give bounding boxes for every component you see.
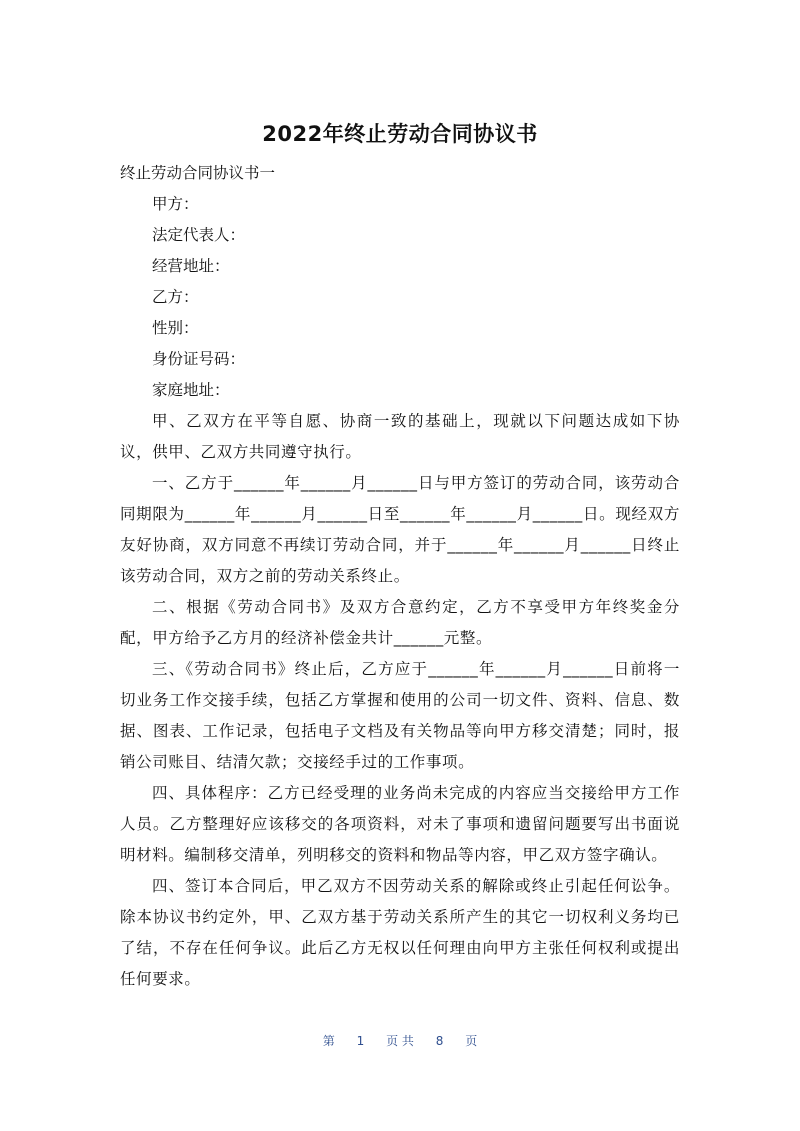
- paragraph-clause-2: 二、根据《劳动合同书》及双方合意约定，乙方不享受甲方年终奖金分配，甲方给予乙方月的经济补偿金共计______元整。: [120, 598, 680, 647]
- field-home-address: 家庭地址：: [152, 381, 230, 399]
- field-id-number: 身份证号码：: [152, 350, 246, 368]
- field-party-b: 乙方：: [152, 288, 199, 306]
- footer-ye-gong: 页 共: [386, 1034, 414, 1048]
- paragraph-clause-4: 四、具体程序：乙方已经受理的业务尚未完成的内容应当交接给甲方工作人员。乙方整理好应该移交的各项资料，对未了事项和遗留问题要写出书面说明材料。编制移交清单，列明移交的资料和物品等内容，甲乙双方签字确认。: [120, 784, 680, 864]
- field-gender: 性别：: [152, 319, 199, 337]
- field-business-address: 经营地址：: [152, 257, 230, 275]
- section-subtitle: 终止劳动合同协议书一: [120, 164, 276, 182]
- field-party-a: 甲方：: [152, 195, 199, 213]
- footer-total-pages: 8: [435, 1034, 444, 1048]
- field-legal-representative: 法定代表人：: [152, 226, 246, 244]
- document-title: 2022年终止劳动合同协议书: [262, 122, 538, 146]
- paragraph-clause-5: 四、签订本合同后，甲乙双方不因劳动关系的解除或终止引起任何讼争。除本协议书约定外，甲、乙双方基于劳动关系所产生的其它一切权利义务均已了结，不存在任何争议。此后乙方无权以任何理由向甲方主张任何权利或提出任何要求。: [120, 877, 680, 988]
- paragraph-clause-1: 一、乙方于______年______月______日与甲方签订的劳动合同，该劳动合同期限为______年______月______日至______年______月______日。现经双方友好协商，双方同意不再续订劳动合同，并于______年______月______日终止该劳动合同，双方之前的劳动关系终止。: [120, 474, 680, 585]
- footer-page-number: 1: [356, 1034, 365, 1048]
- paragraph-clause-3: 三、《劳动合同书》终止后，乙方应于______年______月______日前将一切业务工作交接手续，包括乙方掌握和使用的公司一切文件、资料、信息、数据、图表、工作记录，包括电子文档及有关物品等向甲方移交清楚；同时，报销公司账目、结清欠款；交接经手过的工作事项。: [120, 660, 680, 771]
- footer-ye: 页: [465, 1034, 478, 1048]
- document-body: [120, 158, 680, 995]
- footer-di: 第: [322, 1034, 335, 1048]
- page-footer: [0, 1032, 800, 1049]
- paragraph-intro: 甲、乙双方在平等自愿、协商一致的基础上，现就以下问题达成如下协议，供甲、乙双方共同遵守执行。: [120, 412, 680, 461]
